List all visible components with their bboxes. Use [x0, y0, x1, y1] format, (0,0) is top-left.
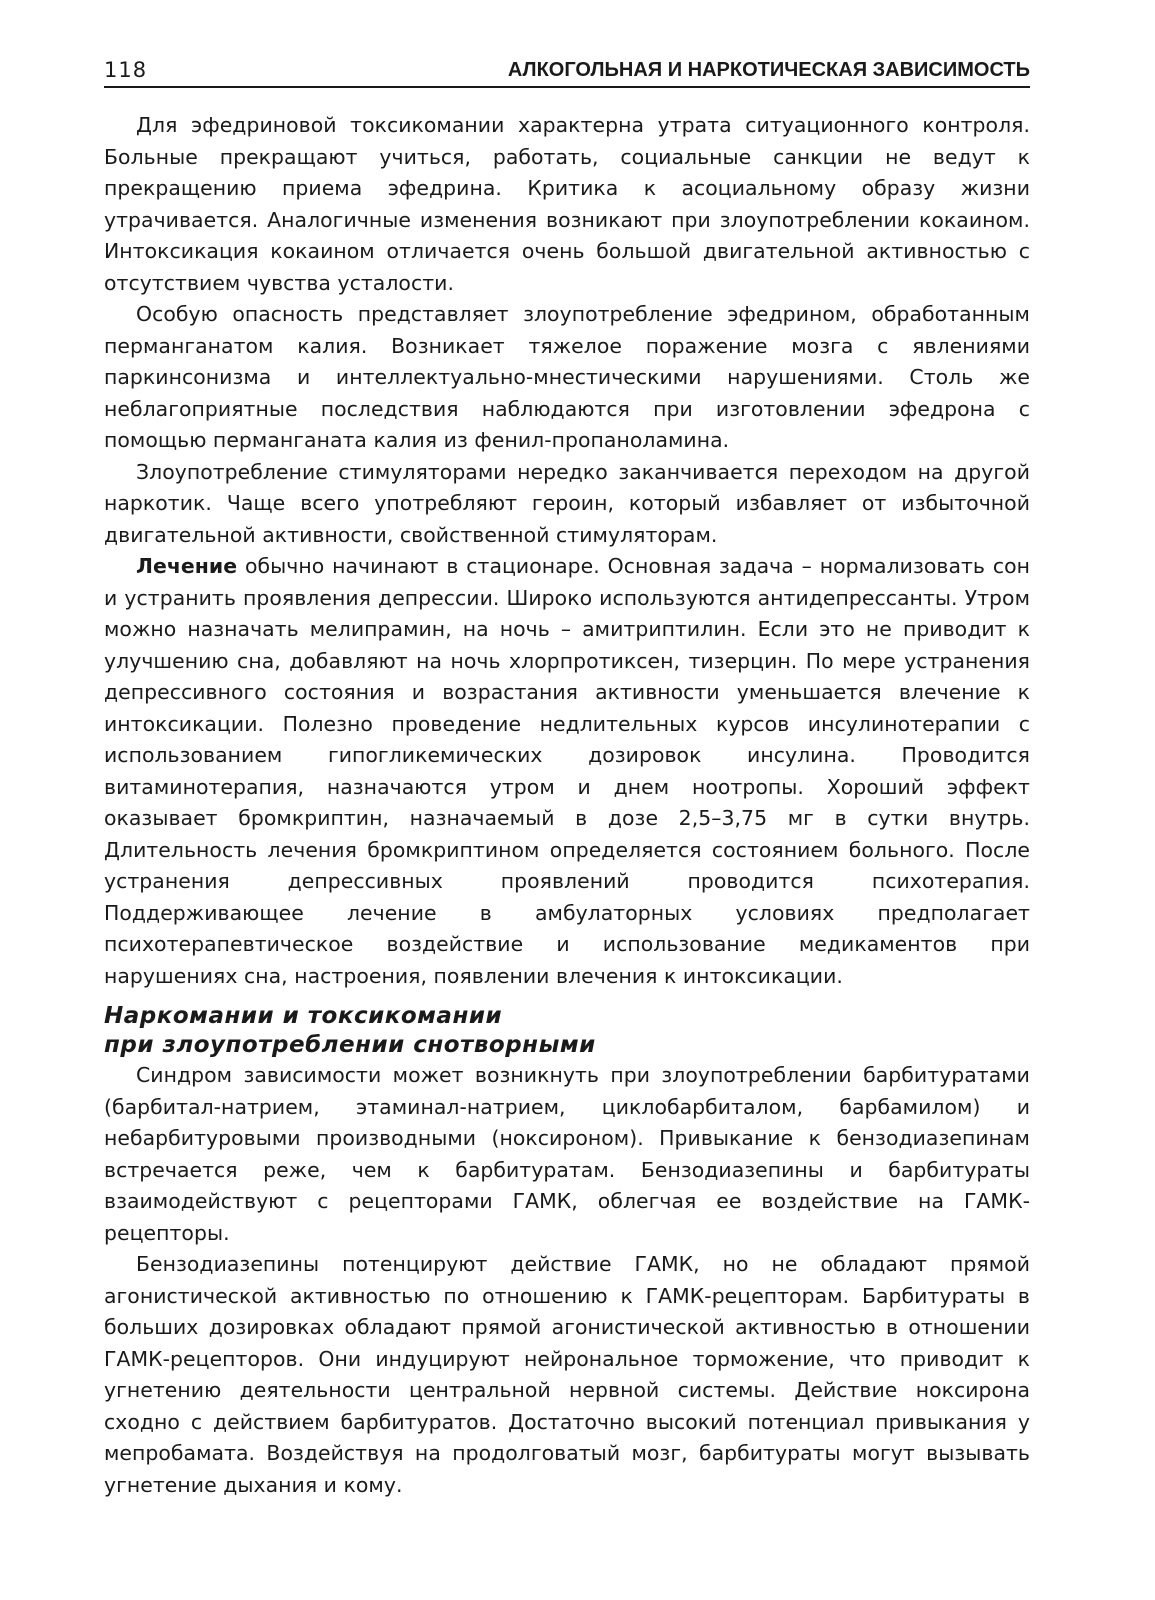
running-title: АЛКОГОЛЬНАЯ И НАРКОТИЧЕСКАЯ ЗАВИСИМОСТЬ	[507, 59, 1030, 81]
paragraph-ephedrine-permanganate: Особую опасность представляет злоупотребление эфедрином, обработанным перманганатом калия. Возникает тяжелое поражение мозга с явлениями паркинсонизма и интеллектуально-мнестическими нарушениями. Столь же неблагоприятные последствия наблюдаются при изготовлении эфедрона с помощью перманганата калия из фенил-пропаноламина.	[104, 302, 1030, 452]
section-heading	[104, 1002, 1030, 1060]
running-header	[104, 46, 1030, 88]
treatment-lead-term: Лечение	[136, 554, 238, 578]
paragraph-benzodiazepines: Бензодиазепины потенцируют действие ГАМК, но не обладают прямой агонистической активностью по отношению к ГАМК-рецепторам. Барбитураты в больших дозировках обладают прямой агонистической активностью в отношении ГАМК-рецепторов. Они индуцируют нейрональное торможение, что приводит к угнетению деятельности центральной нервной системы. Действие ноксирона сходно с действием барбитуратов. Достаточно высокий потенциал привыкания у мепробамата. Воздействуя на продолговатый мозг, барбитураты могут вызывать угнетение дыхания и кому.	[104, 1252, 1030, 1497]
book-page	[104, 46, 1030, 1501]
paragraph-stimulant-transition: Злоупотребление стимуляторами нередко заканчивается переходом на другой наркотик. Чаще всего употребляют героин, который избавляет от избыточной двигательной активности, свойственной стимуляторам.	[104, 459, 1030, 547]
body-text	[104, 110, 1030, 1501]
paragraph-ephedrine-toxicomania: Для эфедриновой токсикомании характерна утрата ситуационного контроля. Больные прекращают учиться, работать, социальные санкции не ведут к прекращению приема эфедрина. Критика к асоциальному образу жизни утрачивается. Аналогичные изменения возникают при злоупотреблении кокаином. Интоксикация кокаином отличается очень большой двигательной активностью с отсутствием чувства усталости.	[104, 113, 1030, 295]
treatment-text: обычно начинают в стационаре. Основная задача – нормализовать сон и устранить проявления депрессии. Широко используются антидепрессанты. Утром можно назначать мелипрамин, на ночь – амитриптилин. Если это не приводит к улучшению сна, добавляют на ночь хлорпротиксен, тизерцин. По мере устранения депрессивного состояния и возрастания активности уменьшается влечение к интоксикации. Полезно проведение недлительных курсов инсулинотерапии с использованием гипогликемических дозировок инсулина. Проводится витаминотерапия, назначаются утром и днем ноотропы. Хороший эффект оказывает бромкриптин, назначаемый в дозе 2,5–3,75 мг в сутки внутрь. Длительность лечения бромкриптином определяется состоянием больного. После устранения депрессивных проявлений проводится психотерапия. Поддерживающее лечение в амбулаторных условиях предполагает психотерапевтическое воздействие и использование медикаментов при нарушениях сна, настроения, появлении влечения к интоксикации.	[104, 554, 1030, 988]
paragraph-treatment	[104, 551, 1030, 992]
section-heading-line-2: при злоупотреблении снотворными	[104, 1032, 596, 1058]
paragraph-dependence-syndrome: Синдром зависимости может возникнуть при злоупотреблении барбитуратами (барбитал-натрием, этаминал-натрием, циклобарбиталом, барбамилом) и небарбитуровыми производными (ноксироном). Привыкание к бензодиазепинам встречается реже, чем к барбитуратам. Бензодиазепины и барбитураты взаимодействуют с рецепторами ГАМК, облегчая ее воздействие на ГАМК-рецепторы.	[104, 1063, 1030, 1245]
section-heading-line-1: Наркомании и токсикомании	[104, 1003, 503, 1029]
page-number: 118	[104, 58, 148, 82]
